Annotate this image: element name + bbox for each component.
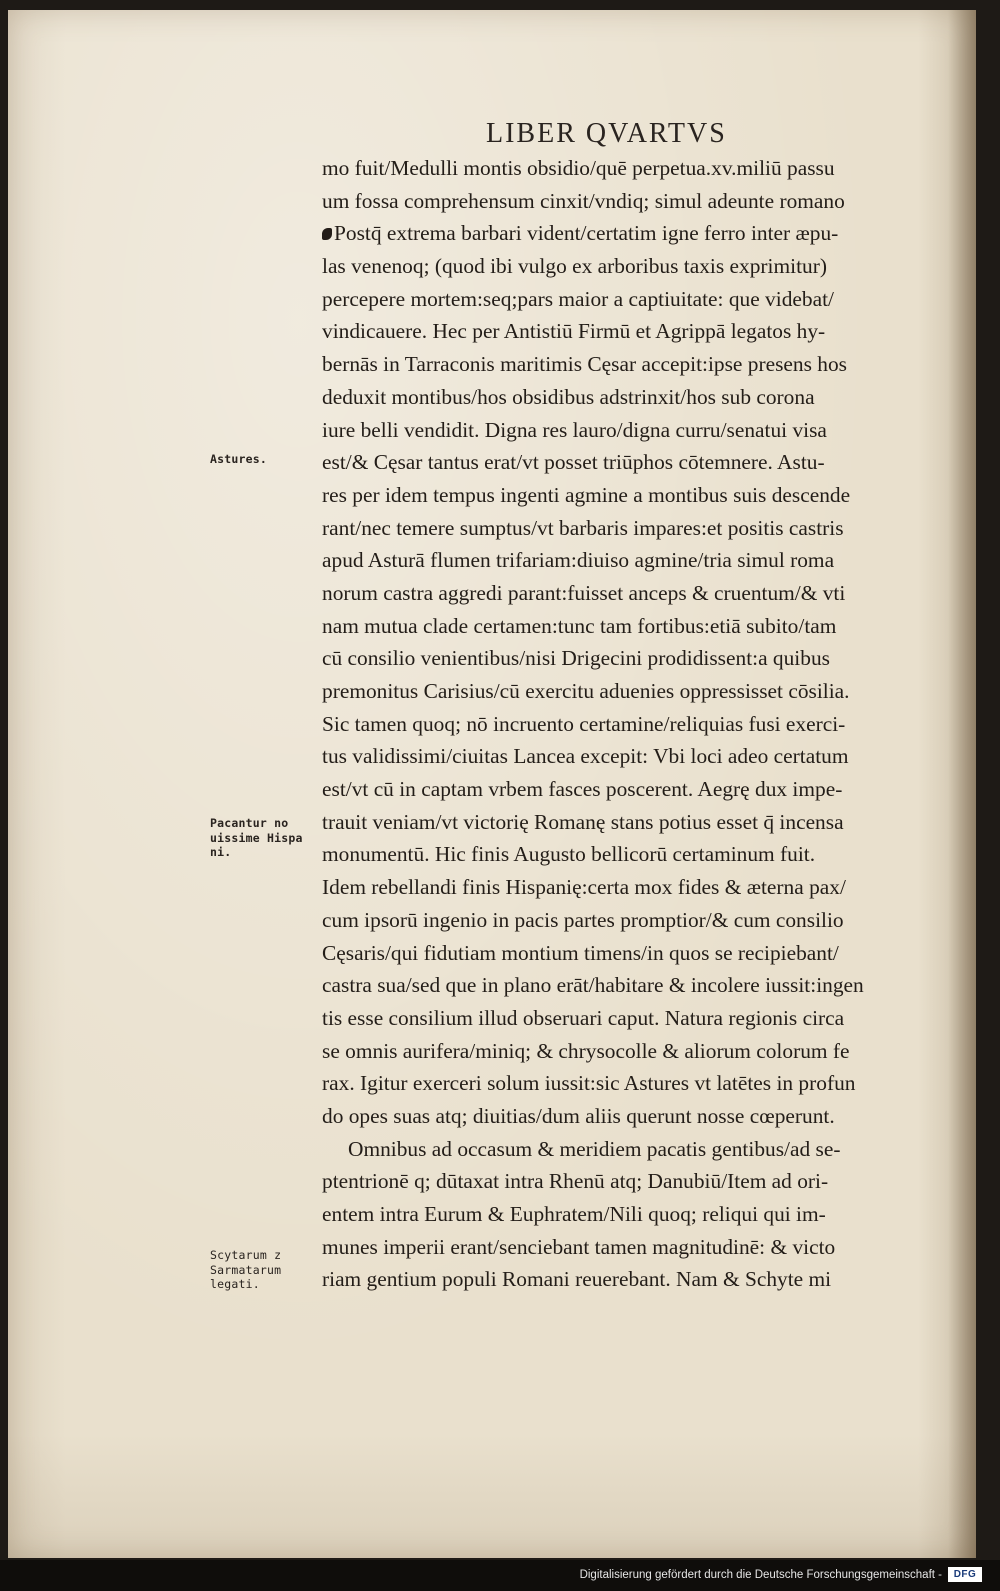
text-line: vindicauere. Hec per Antistiū Firmū et Agrippā legatos hy- <box>322 319 826 344</box>
text-line: Cęsaris/qui fidutiam montium timens/in quos se recipiebant/ <box>322 940 839 965</box>
text-line: entem intra Eurum & Euphratem/Nili quoq; reliqui qui im- <box>322 1202 826 1226</box>
text-line: est/& Cęsar tantus erat/vt posset triūphos cōtemnere. Astu- <box>322 450 825 475</box>
text-line: rant/nec temere sumptus/vt barbaris impares:et positis castris <box>322 515 844 540</box>
text-line: um fossa comprehensum cinxit/vndiq; simul adeunte romano <box>322 188 845 213</box>
text-line: Idem rebellandi finis Hispanię:certa mox fides & æterna pax/ <box>322 875 846 900</box>
dfg-logo: DFG <box>948 1567 982 1582</box>
text-line: nam mutua clade certamen:tunc tam fortibus:etiā subito/tam <box>322 613 837 638</box>
marginal-line: Pacantur no <box>210 816 289 830</box>
text-line: do opes suas atq; diuitias/dum aliis querunt nosse cœperunt. <box>322 1103 835 1128</box>
marginal-line: legati. <box>210 1277 260 1291</box>
marginal-note-pacantur <box>210 816 322 860</box>
text-line: ptentrionē q; dūtaxat intra Rhenū atq; Danubiū/Item ad ori- <box>322 1169 829 1194</box>
marginal-line: Astures. <box>210 452 267 466</box>
marginal-line: uissime Hispa <box>210 830 303 845</box>
text-line: tis esse consilium illud obseruari caput. Natura regionis circa <box>322 1005 845 1030</box>
text-line: est/vt cū in captam vrbem fasces poscerent. Aegrę dux impe- <box>322 777 843 802</box>
book-page <box>8 10 976 1558</box>
text-line: rax. Igitur exerceri solum iussit:sic Astures vt latētes in profun <box>322 1071 856 1096</box>
text-line: las venenoq; (quod ibi vulgo ex arboribus taxis exprimitur) <box>322 254 827 279</box>
text-line: percepere mortem:seq;pars maior a captiuitate: que videbat/ <box>322 286 834 311</box>
text-line: Sic tamen quoq; nō incruento certamine/reliquias fusi exerci- <box>322 711 846 736</box>
text-line: res per idem tempus ingenti agmine a montibus suis descende <box>322 482 851 507</box>
text-line: trauit veniam/vt victorię Romanę stans potius esset q̄ incensa <box>322 809 844 834</box>
text-line: bernās in Tarraconis maritimis Cęsar accepit:ipse presens hos <box>322 352 847 377</box>
text-line: iure belli vendidit. Digna res lauro/digna curru/senatui visa <box>322 417 827 442</box>
funding-credit: Digitalisierung gefördert durch die Deutsche Forschungsgemeinschaft - <box>579 1569 942 1581</box>
marginal-note-scytharum <box>210 1248 322 1292</box>
text-line: premonitus Carisius/cū exercitu aduenies oppressisset cōsilia. <box>322 679 850 703</box>
text-line: deduxit montibus/hos obsidibus adstrinxit/hos sub corona <box>322 384 815 409</box>
running-header: LIBER QVARTVS <box>486 118 727 149</box>
text-line: monumentū. Hic finis Augusto bellicorū certaminum fuit. <box>322 842 816 867</box>
main-text-block <box>322 152 882 1296</box>
text-line: apud Asturā flumen trifariam:diuiso agmine/tria simul roma <box>322 548 835 573</box>
text-line: cū consilio venientibus/nisi Drigecini prodidissent:a quibus <box>322 646 830 671</box>
text-line: mo fuit/Medulli montis obsidio/quē perpetua.xv.miliū passu <box>322 156 835 180</box>
text-line-paragraph-start: Omnibus ad occasum & meridiem pacatis gentibus/ad se- <box>348 1136 841 1161</box>
footer-bar <box>0 1560 1000 1591</box>
text-line <box>322 217 882 250</box>
text-line: se omnis aurifera/miniq; & chrysocolle & aliorum colorum fe <box>322 1038 850 1063</box>
marginal-note-astures <box>210 452 322 467</box>
text-line: riam gentium populi Romani reuerebant. Nam & Schyte mi <box>322 1267 832 1292</box>
marginal-line: Scytarum z <box>210 1248 282 1262</box>
text-line: norum castra aggredi parant:fuisset anceps & cruentum/& vti <box>322 580 846 605</box>
text-line: castra sua/sed que in plano erāt/habitare & incolere iussit:ingen <box>322 973 864 998</box>
text-line: tus validissimi/ciuitas Lancea excepit: Vbi loci adeo certatum <box>322 744 849 769</box>
page-gutter-shadow <box>948 10 976 1558</box>
paragraph-mark-icon <box>322 228 332 240</box>
text-line-content: Postq̄ extrema barbari vident/certatim igne ferro inter æpu- <box>334 221 839 246</box>
text-line: munes imperii erant/senciebant tamen magnitudinē: & victo <box>322 1234 836 1259</box>
marginal-line: ni. <box>210 845 232 859</box>
marginal-line: Sarmatarum <box>210 1262 282 1277</box>
text-line: cum ipsorū ingenio in pacis partes promptior/& cum consilio <box>322 907 844 932</box>
